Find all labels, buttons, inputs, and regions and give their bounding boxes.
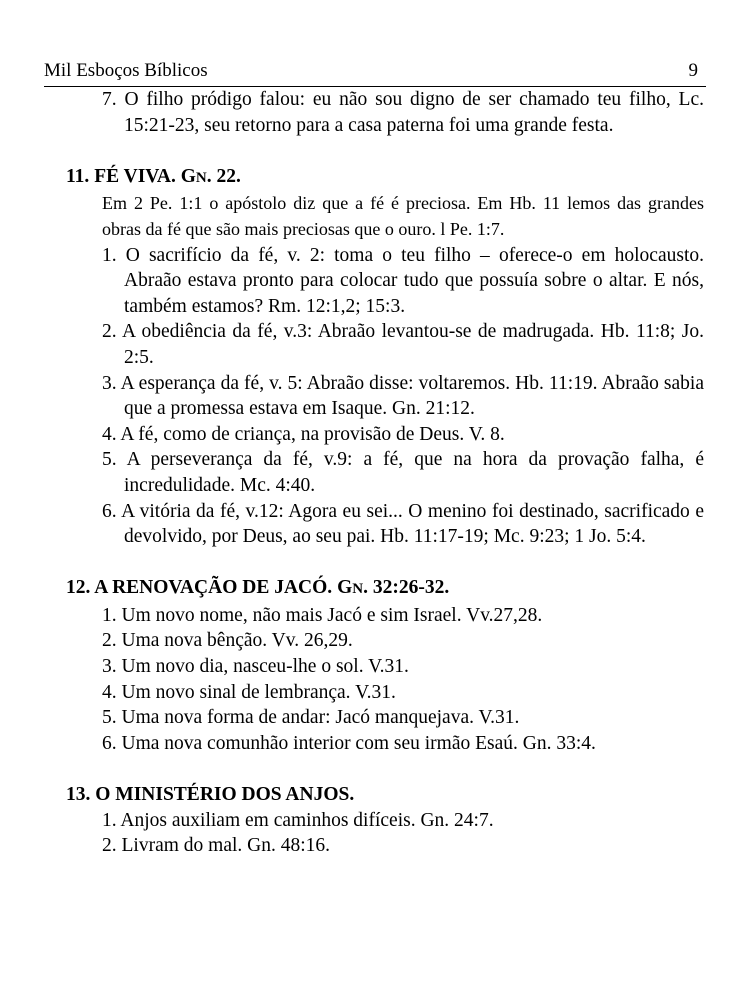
- section-title: A RENOVAÇÃO DE JACÓ.: [94, 577, 333, 599]
- list-item: 3. Um novo dia, nasceu-lhe o sol. V.31.: [102, 656, 409, 678]
- section-intro: Em 2 Pe. 1:1 o apóstolo diz que a fé é preciosa. Em Hb. 11 lemos das grandes obras da fé que são mais preciosas que o ouro. l Pe. 1:7.: [102, 193, 704, 239]
- page-content: [66, 87, 704, 859]
- section-reference: GN. 32:26-32.: [337, 577, 450, 599]
- list-item: 6. Uma nova comunhão interior com seu irmão Esaú. Gn. 33:4.: [102, 732, 596, 754]
- list-item: 5. A perseverança da fé, v.9: a fé, que na hora da provação falha, é incredulidade. Mc. 4:40.: [102, 449, 704, 496]
- page-number: 9: [688, 60, 698, 81]
- list-item: 5. Uma nova forma de andar: Jacó manquejava. V.31.: [102, 707, 520, 729]
- list-item: 1. Um novo nome, não mais Jacó e sim Israel. Vv.27,28.: [102, 604, 543, 626]
- section-number: 11.: [66, 165, 90, 187]
- list-item: 4. Um novo sinal de lembrança. V.31.: [102, 681, 396, 703]
- section-title: FÉ VIVA.: [94, 165, 176, 187]
- section-reference: GN. 22.: [180, 165, 241, 187]
- section-number: 13.: [66, 784, 91, 806]
- list-item: 4. A fé, como de criança, na provisão de Deus. V. 8.: [102, 423, 505, 445]
- list-item: 1. O sacrifício da fé, v. 2: toma o teu filho – oferece-o em holocausto. Abraão estava pronto para colocar tudo que possuía sobre o altar. E nós, também estamos? Rm. 12:1,2; 15:3.: [102, 244, 704, 317]
- section-number: 12.: [66, 577, 91, 599]
- list-item: 2. A obediência da fé, v.3: Abraão levantou-se de madrugada. Hb. 11:8; Jo. 2:5.: [102, 321, 704, 368]
- list-item: 6. A vitória da fé, v.12: Agora eu sei... O menino foi destinado, sacrificado e devolvido, por Deus, ao seu pai. Hb. 11:17-19; Mc. 9:23; 1 Jo. 5:4.: [102, 500, 704, 548]
- section-heading: [66, 164, 704, 192]
- running-header: [44, 58, 706, 87]
- list-item: 2. Uma nova bênção. Vv. 26,29.: [102, 630, 353, 652]
- list-item: 1. Anjos auxiliam em caminhos difíceis. Gn. 24:7.: [102, 809, 494, 831]
- section-heading: [66, 782, 704, 808]
- section-heading: [66, 575, 704, 603]
- list-item: 7. O filho pródigo falou: eu não sou digno de ser chamado teu filho, Lc. 15:21-23, seu retorno para a casa paterna foi uma grande festa.: [102, 89, 704, 136]
- list-item: 2. Livram do mal. Gn. 48:16.: [102, 835, 331, 857]
- list-item: 3. A esperança da fé, v. 5: Abraão disse: voltaremos. Hb. 11:19. Abraão sabia que a promessa estava em Isaque. Gn. 21:12.: [102, 372, 704, 420]
- book-title: Mil Esboços Bíblicos: [44, 60, 208, 81]
- section-title: O MINISTÉRIO DOS ANJOS.: [95, 784, 355, 806]
